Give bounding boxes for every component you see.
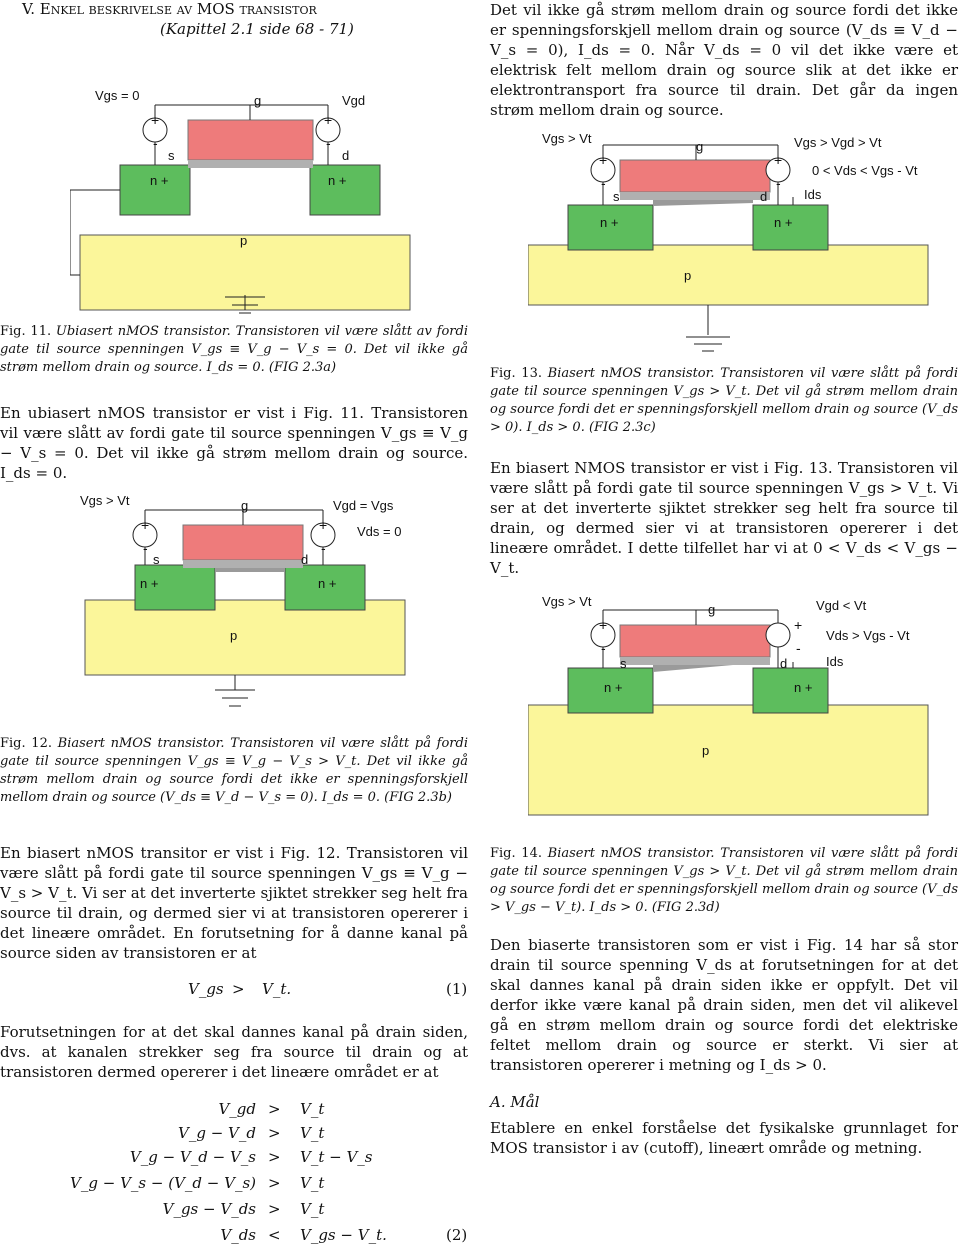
fig13-diagram: [528, 125, 948, 355]
fig12-vgs-label: Vgs > Vt: [80, 493, 130, 508]
fig13-p-label: p: [684, 268, 692, 283]
fig11-n-drain: n +: [328, 173, 347, 188]
p-substrate: [85, 600, 405, 675]
section-title: V. Enkel beskrivelse av MOS transistor: [22, 0, 317, 18]
eq2-lhs-6: V_ds: [220, 1226, 256, 1244]
eq2-lhs-4: V_g − V_s − (V_d − V_s): [70, 1174, 256, 1192]
eq1-op: >: [232, 980, 245, 998]
fig14-g-label: g: [708, 602, 716, 617]
inversion-channel: [653, 200, 753, 206]
section-subtitle: (Kapittel 2.1 side 68 - 71): [160, 20, 354, 38]
fig12-s-label: s: [153, 552, 160, 567]
fig13-s-label: s: [613, 189, 620, 204]
fig14-p-label: p: [702, 743, 710, 758]
svg-text:+: +: [319, 517, 328, 533]
svg-text:-: -: [153, 135, 158, 151]
fig14-caption-num: Fig. 14.: [490, 846, 542, 861]
fig14-caption-text: Biasert nMOS transistor. Transistoren vil være slått på fordi gate til source spenningen V_gs > V_t. Det vil gå strøm mellom drain og source fordi det er spenningsforskjell mellom drain og source (V_ds > V_gs − V_t). I_ds > 0. (FIG 2.3d): [490, 846, 958, 915]
fig12-diagram: [75, 490, 415, 720]
fig11-d-label: d: [342, 148, 350, 163]
eq2-lhs-1: V_gd: [218, 1100, 256, 1118]
fig13-vds-label: 0 < Vds < Vgs - Vt: [812, 163, 918, 178]
eq2-lhs-2: V_g − V_d: [178, 1124, 256, 1142]
pinched-channel: [653, 665, 733, 672]
gate-oxide: [620, 657, 770, 665]
fig13-n-source: n +: [600, 215, 619, 230]
gate-oxide: [183, 560, 303, 568]
fig14-vds-label: Vds > Vgs - Vt: [826, 628, 910, 643]
fig12-caption-num: Fig. 12.: [0, 736, 52, 751]
eq2-system: V_gd > V_t V_g − V_d > V_t V_g − V_d − V_s > V_t − V_s V_g − V_s − (V_d − V_s) > V_t V_gs − V_ds > V_t V_ds < V_gs − V_t. (2): [70, 1100, 468, 1244]
svg-text:+: +: [599, 152, 608, 168]
fig11-caption-text: Ubiasert nMOS transistor. Transistoren vil være slått av fordi gate til source spenningen V_gs ≡ V_g − V_s = 0. Det vil ikke gå strøm mellom drain og source. I_ds = 0. (FIG 2.3a): [0, 324, 468, 375]
paragraph-after-fig12: En biasert nMOS transitor er vist i Fig. 12. Transistoren vil være slått på fordi gate til source spenningen V_gs ≡ V_g − V_s > V_t. Vi ser at det inverterte sjiktet strekker seg helt fra source til drain, og dermed sier vi at transistoren opererer i det lineære området. En forutsetning for å danne kanal på source siden av transistoren er at: [0, 844, 468, 962]
fig14-ids-label: Ids: [826, 654, 844, 669]
eq2-lhs-5: V_gs − V_ds: [162, 1200, 256, 1218]
fig13-n-drain: n +: [774, 215, 793, 230]
fig13-ids-label: Ids: [804, 187, 822, 202]
fig11-diagram: [70, 85, 430, 320]
eq2-number: (2): [446, 1226, 468, 1244]
fig11-s-label: s: [168, 148, 175, 163]
fig11-caption: [0, 323, 468, 377]
fig12-vds-label: Vds = 0: [357, 524, 402, 539]
gate: [620, 160, 770, 192]
eq1-number: (1): [446, 980, 468, 998]
paragraph-goal: Etablere en enkel forståelse det fysikalske grunnlaget for MOS transistor i av (cutoff), lineært område og metning.: [490, 1119, 958, 1157]
fig12-n-source: n +: [140, 576, 159, 591]
svg-text:-: -: [601, 640, 606, 656]
eq1-lhs: V_gs: [188, 980, 224, 998]
svg-text:+: +: [141, 517, 150, 533]
fig13-vgs-label: Vgs > Vt: [542, 131, 592, 146]
svg-text:+: +: [794, 617, 803, 633]
paragraph-after-fig14: Den biaserte transistoren som er vist i Fig. 14 har så stor drain til source spenning V_ds at forutsetningen for at det skal dannes kanal på drain siden ikke er oppfylt. Det vil derfor ikke være kanal på drain siden, men det vil alikevel gå en strøm mellom drain og source fordi det elektriske feltet mellom drain og source er sterkt. Vi sier at transistoren opererer i metning og I_ds > 0.: [490, 936, 958, 1074]
fig13-caption-text: Biasert nMOS transistor. Transistoren vil være slått på fordi gate til source spenningen V_gs > V_t. Det vil gå strøm mellom drain og source fordi det er spenningsforskjell mellom drain og source (V_ds > 0). I_ds > 0. (FIG 2.3c): [490, 366, 958, 435]
fig14-vgd-label: Vgd < Vt: [816, 598, 867, 613]
svg-text:-: -: [776, 175, 781, 191]
fig14-s-label: s: [620, 656, 627, 671]
fig12-d-label: d: [301, 552, 309, 567]
fig13-d-label: d: [760, 189, 768, 204]
svg-text:+: +: [774, 152, 783, 168]
svg-text:+: +: [151, 112, 160, 128]
inversion-channel: [215, 568, 285, 572]
fig13-caption-num: Fig. 13.: [490, 366, 542, 381]
fig11-n-source: n +: [150, 173, 169, 188]
fig14-n-source: n +: [604, 680, 623, 695]
gate: [188, 120, 313, 160]
svg-text:-: -: [601, 175, 606, 191]
fig13-g-label: g: [696, 139, 704, 154]
fig12-p-label: p: [230, 628, 238, 643]
fig11-caption-num: Fig. 11.: [0, 324, 52, 339]
fig11-vgs-label: Vgs = 0: [95, 88, 140, 103]
paragraph-after-eq1: Forutsetningen for at det skal dannes kanal på drain siden, dvs. at kanalen strekker seg fra source til drain og at transistoren dermed opererer i det lineære området er at: [0, 1023, 468, 1081]
paragraph-after-fig13: En biasert NMOS transistor er vist i Fig. 13. Transistoren vil være slått på fordi gate til source spenningen V_gs > V_t. Vi ser at det inverterte sjiktet strekker seg helt fra source til drain, og dermed sier vi at transistoren opererer i det lineære området. I dette tilfellet har vi at 0 < V_ds < V_gs − V_t.: [490, 459, 958, 577]
n-drain-region: [753, 668, 828, 713]
fig14-diagram: [528, 590, 948, 830]
svg-text:+: +: [599, 617, 608, 633]
fig14-d-label: d: [780, 656, 788, 671]
fig11-p-label: p: [240, 233, 248, 248]
fig14-vgs-label: Vgs > Vt: [542, 594, 592, 609]
fig13-caption: [490, 365, 958, 437]
eq2-lhs-3: V_g − V_d − V_s: [129, 1148, 256, 1166]
fig13-vgd-label: Vgs > Vgd > Vt: [794, 135, 882, 150]
svg-text:-: -: [796, 640, 801, 656]
gate-oxide: [188, 160, 313, 168]
gate: [183, 525, 303, 560]
svg-text:-: -: [326, 135, 331, 151]
fig11-vgd-label: Vgd: [342, 93, 366, 108]
fig12-g-label: g: [241, 498, 249, 513]
fig12-n-drain: n +: [318, 576, 337, 591]
gate-oxide: [620, 192, 770, 200]
gate: [620, 625, 770, 657]
fig14-caption: [490, 845, 958, 917]
fig11-g-label: g: [254, 93, 262, 108]
svg-text:-: -: [143, 540, 148, 556]
fig14-n-drain: n +: [794, 680, 813, 695]
svg-text:+: +: [324, 112, 333, 128]
svg-text:-: -: [321, 540, 326, 556]
fig12-caption: [0, 735, 468, 807]
eq1-rhs: V_t.: [262, 980, 292, 998]
paragraph-after-fig11: En ubiasert nMOS transistor er vist i Fig. 11. Transistoren vil være slått av fordi gate til source spenningen V_gs ≡ V_g − V_s = 0. Det vil ikke gå strøm mellom drain og source. I_ds = 0.: [0, 404, 468, 482]
fig12-vgd-label: Vgd = Vgs: [333, 498, 394, 513]
fig12-caption-text: Biasert nMOS transistor. Transistoren vil være slått på fordi gate til source spenningen V_gs ≡ V_g − V_s > V_t. Det vil ikke gå strøm mellom drain og source fordi det ikke er spenningsforskjell mellom drain og source (V_ds ≡ V_d − V_s = 0). I_ds = 0. (FIG 2.3b): [0, 736, 468, 805]
p-substrate: [528, 705, 928, 815]
section-heading-goal: A. Mål: [490, 1093, 540, 1111]
paragraph-right-top: Det vil ikke gå strøm mellom drain og source fordi det ikke er spenningsforskjell mellom drain og source (V_ds ≡ V_d − V_s = 0), I_ds = 0. Når V_ds = 0 vil det ikke være et elektrisk felt mellom drain og source slik at det ikke er elektrontransport fra source til drain. Det går da ingen strøm mellom drain og source.: [490, 1, 958, 119]
p-substrate: [528, 245, 928, 305]
